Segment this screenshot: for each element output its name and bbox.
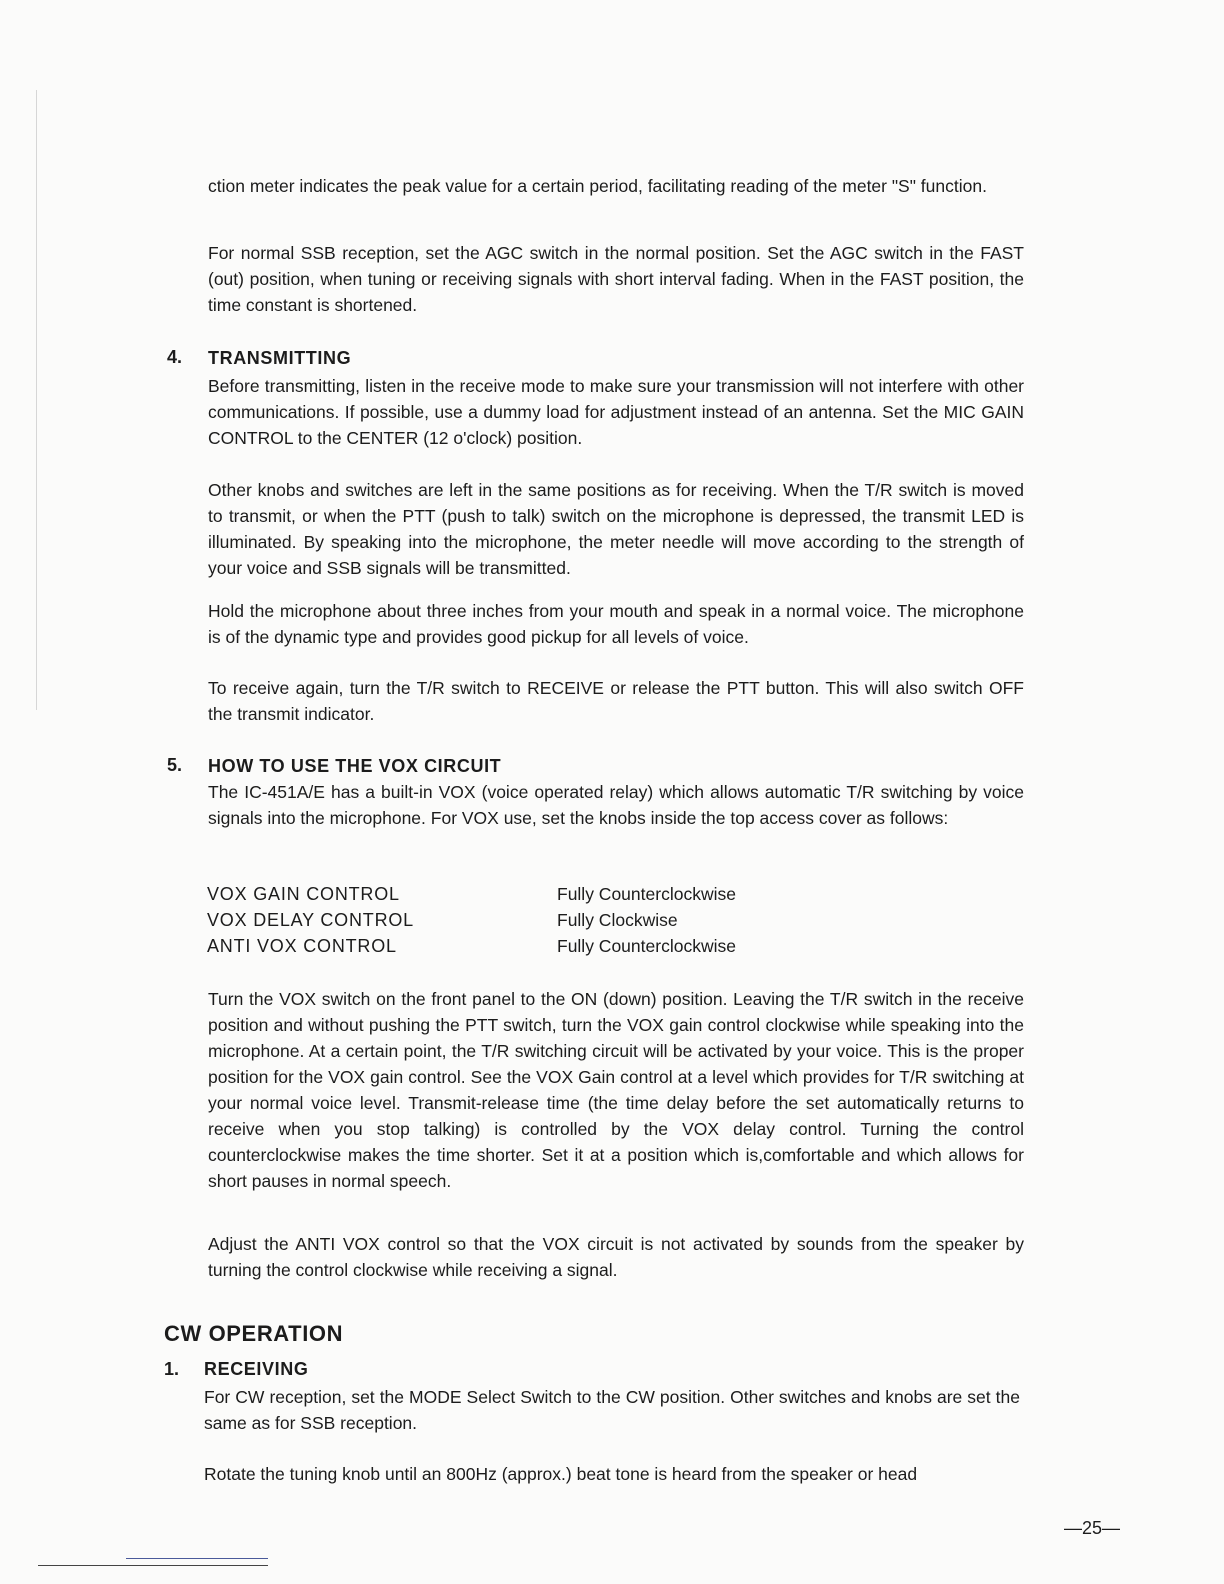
heading-receiving: RECEIVING — [204, 1359, 309, 1379]
transmitting-paragraph-3: Hold the microphone about three inches from your mouth and speak in a normal voice. The microphone is of the dynamic type and provides good pickup for all levels of voice. — [208, 601, 1024, 647]
section-number-vox: 5. — [167, 755, 183, 775]
settings-value: Fully Clockwise — [557, 910, 678, 930]
scan-edge-bottom — [38, 1565, 268, 1566]
section-title-cw-operation: CW OPERATION — [164, 1321, 344, 1346]
vox-paragraph-1: The IC-451A/E has a built-in VOX (voice operated relay) which allows automatic T/R switching by voice signals into the microphone. For VOX use, set the knobs inside the top access cover as follows: — [208, 782, 1024, 828]
settings-control-label: VOX DELAY CONTROL — [207, 910, 414, 930]
settings-control-label: ANTI VOX CONTROL — [207, 936, 397, 956]
settings-row — [207, 933, 827, 959]
scan-edge-left — [36, 90, 37, 710]
heading-transmitting: TRANSMITTING — [208, 348, 352, 368]
transmitting-paragraph-4: To receive again, turn the T/R switch to RECEIVE or release the PTT button. This will also switch OFF the transmit indicator. — [208, 678, 1024, 724]
intro-paragraph-1: ction meter indicates the peak value for a certain period, facilitating reading of the meter "S" function. — [208, 176, 987, 196]
settings-value: Fully Counterclockwise — [557, 936, 736, 956]
page-number: —25— — [1064, 1518, 1121, 1538]
section-number-receiving: 1. — [164, 1359, 180, 1379]
vox-paragraph-3: Adjust the ANTI VOX control so that the VOX circuit is not activated by sounds from the speaker by turning the control clockwise while receiving a signal. — [208, 1234, 1024, 1280]
receiving-paragraph-1: For CW reception, set the MODE Select Switch to the CW position. Other switches and knobs are set the same as for SSB reception. — [204, 1387, 1020, 1433]
heading-vox-circuit: HOW TO USE THE VOX CIRCUIT — [208, 756, 502, 776]
intro-paragraph-2: For normal SSB reception, set the AGC switch in the normal position. Set the AGC switch in the FAST (out) position, when tuning or receiving signals with short interval fading. When in the FAST position, the time constant is shortened. — [208, 243, 1024, 315]
section-number-transmitting: 4. — [167, 347, 183, 367]
vox-paragraph-2: Turn the VOX switch on the front panel to the ON (down) position. Leaving the T/R switch in the receive position and without pushing the PTT switch, turn the VOX gain control clockwise while speaking into the microphone. At a certain point, the T/R switching circuit will be activated by your voice. This is the proper position for the VOX gain control. See the VOX Gain control at a level which provides for T/R switching at your normal voice level. Transmit-release time (the time delay before the set automatically returns to receive when you stop talking) is controlled by the VOX delay control. Turning the control counterclockwise makes the time shorter. Set it at a position which is,comfortable and which allows for short pauses in normal speech. — [208, 989, 1024, 1191]
vox-settings-table — [207, 881, 827, 959]
settings-value: Fully Counterclockwise — [557, 884, 736, 904]
settings-row — [207, 881, 827, 907]
settings-control-label: VOX GAIN CONTROL — [207, 884, 400, 904]
transmitting-paragraph-2: Other knobs and switches are left in the same positions as for receiving. When the T/R switch is moved to transmit, or when the PTT (push to talk) switch on the microphone is depressed, the transmit LED is illuminated. By speaking into the microphone, the meter needle will move according to the strength of your voice and SSB signals will be transmitted. — [208, 480, 1024, 578]
receiving-paragraph-2: Rotate the tuning knob until an 800Hz (approx.) beat tone is heard from the speaker or head — [204, 1464, 918, 1484]
settings-row — [207, 907, 827, 933]
scan-edge-bottom-blue — [126, 1558, 268, 1559]
transmitting-paragraph-1: Before transmitting, listen in the receive mode to make sure your transmission will not interfere with other communications. If possible, use a dummy load for adjustment instead of an antenna. Set the MIC GAIN CONTROL to the CENTER (12 o'clock) position. — [208, 376, 1024, 448]
